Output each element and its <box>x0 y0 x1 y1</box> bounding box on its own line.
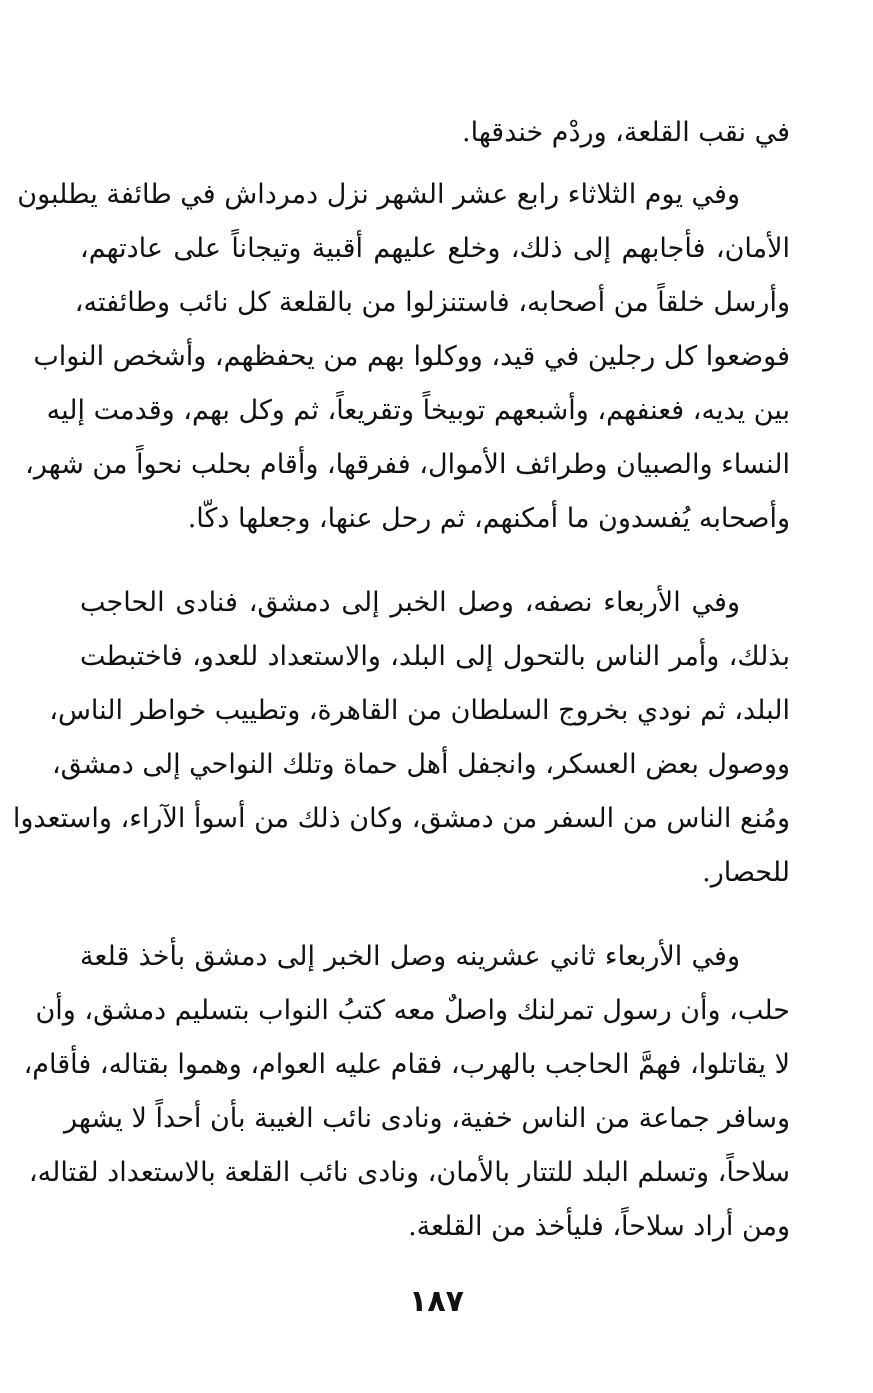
paragraph-wednesday-mid <box>12 576 790 900</box>
text-line: وسافر جماعة من الناس خفية، ونادى نائب الغيبة بأن أحداً لا يشهر <box>64 1103 790 1134</box>
paragraph-wednesday-22nd <box>23 930 790 1254</box>
text-line: النساء والصبيان وطرائف الأموال، ففرقها، وأقام بحلب نحواً من شهر، <box>25 449 790 480</box>
text-line: وفي يوم الثلاثاء رابع عشر الشهر نزل دمرداش في طائفة يطلبون <box>17 179 740 210</box>
text-line: وفي الأربعاء نصفه، وصل الخبر إلى دمشق، فنادى الحاجب <box>80 587 740 618</box>
text-line: ومُنع الناس من السفر من دمشق، وكان ذلك من أسوأ الآراء، واستعدوا <box>12 803 790 834</box>
page-number: ١٨٧ <box>409 1284 464 1319</box>
text-line: لا يقاتلوا، فهمَّ الحاجب بالهرب، فقام عليه العوام، وهموا بقتاله، فأقام، <box>23 1049 790 1080</box>
text-line: بين يديه، فعنفهم، وأشبعهم توبيخاً وتقريعاً، ثم وكل بهم، وقدمت إليه <box>46 395 790 426</box>
text-line: للحصار. <box>702 857 790 888</box>
text-line: البلد، ثم نودي بخروج السلطان من القاهرة، وتطييب خواطر الناس، <box>49 695 790 726</box>
text-line: ووصول بعض العسكر، وانجفل أهل حماة وتلك النواحي إلى دمشق، <box>51 749 790 780</box>
text-line: في نقب القلعة، وردْم خندقها. <box>462 117 790 148</box>
text-line: حلب، وأن رسول تمرلنك واصلٌ معه كتبُ النواب بتسليم دمشق، وأن <box>35 995 790 1026</box>
text-line: فوضعوا كل رجلين في قيد، ووكلوا بهم من يحفظهم، وأشخص النواب <box>33 341 790 372</box>
paragraph-tuesday <box>17 168 790 546</box>
text-line: وأصحابه يُفسدون ما أمكنهم، ثم رحل عنها، وجعلها دكّا. <box>187 503 790 534</box>
text-line: سلاحاً، وتسلم البلد للتتار بالأمان، ونادى نائب القلعة بالاستعداد لقتاله، <box>28 1157 790 1188</box>
paragraph-continuation <box>80 106 790 160</box>
text-line: الأمان، فأجابهم إلى ذلك، وخلع عليهم أقبية وتيجاناً على عادتهم، <box>80 233 790 264</box>
text-line: ومن أراد سلاحاً، فليأخذ من القلعة. <box>408 1211 790 1242</box>
text-line: وفي الأربعاء ثاني عشرينه وصل الخبر إلى دمشق بأخذ قلعة <box>80 941 740 972</box>
text-line: وأرسل خلقاً من أصحابه، فاستنزلوا من بالقلعة كل نائب وطائفته، <box>74 287 790 318</box>
text-line: بذلك، وأمر الناس بالتحول إلى البلد، والاستعداد للعدو، فاختبطت <box>80 641 790 672</box>
